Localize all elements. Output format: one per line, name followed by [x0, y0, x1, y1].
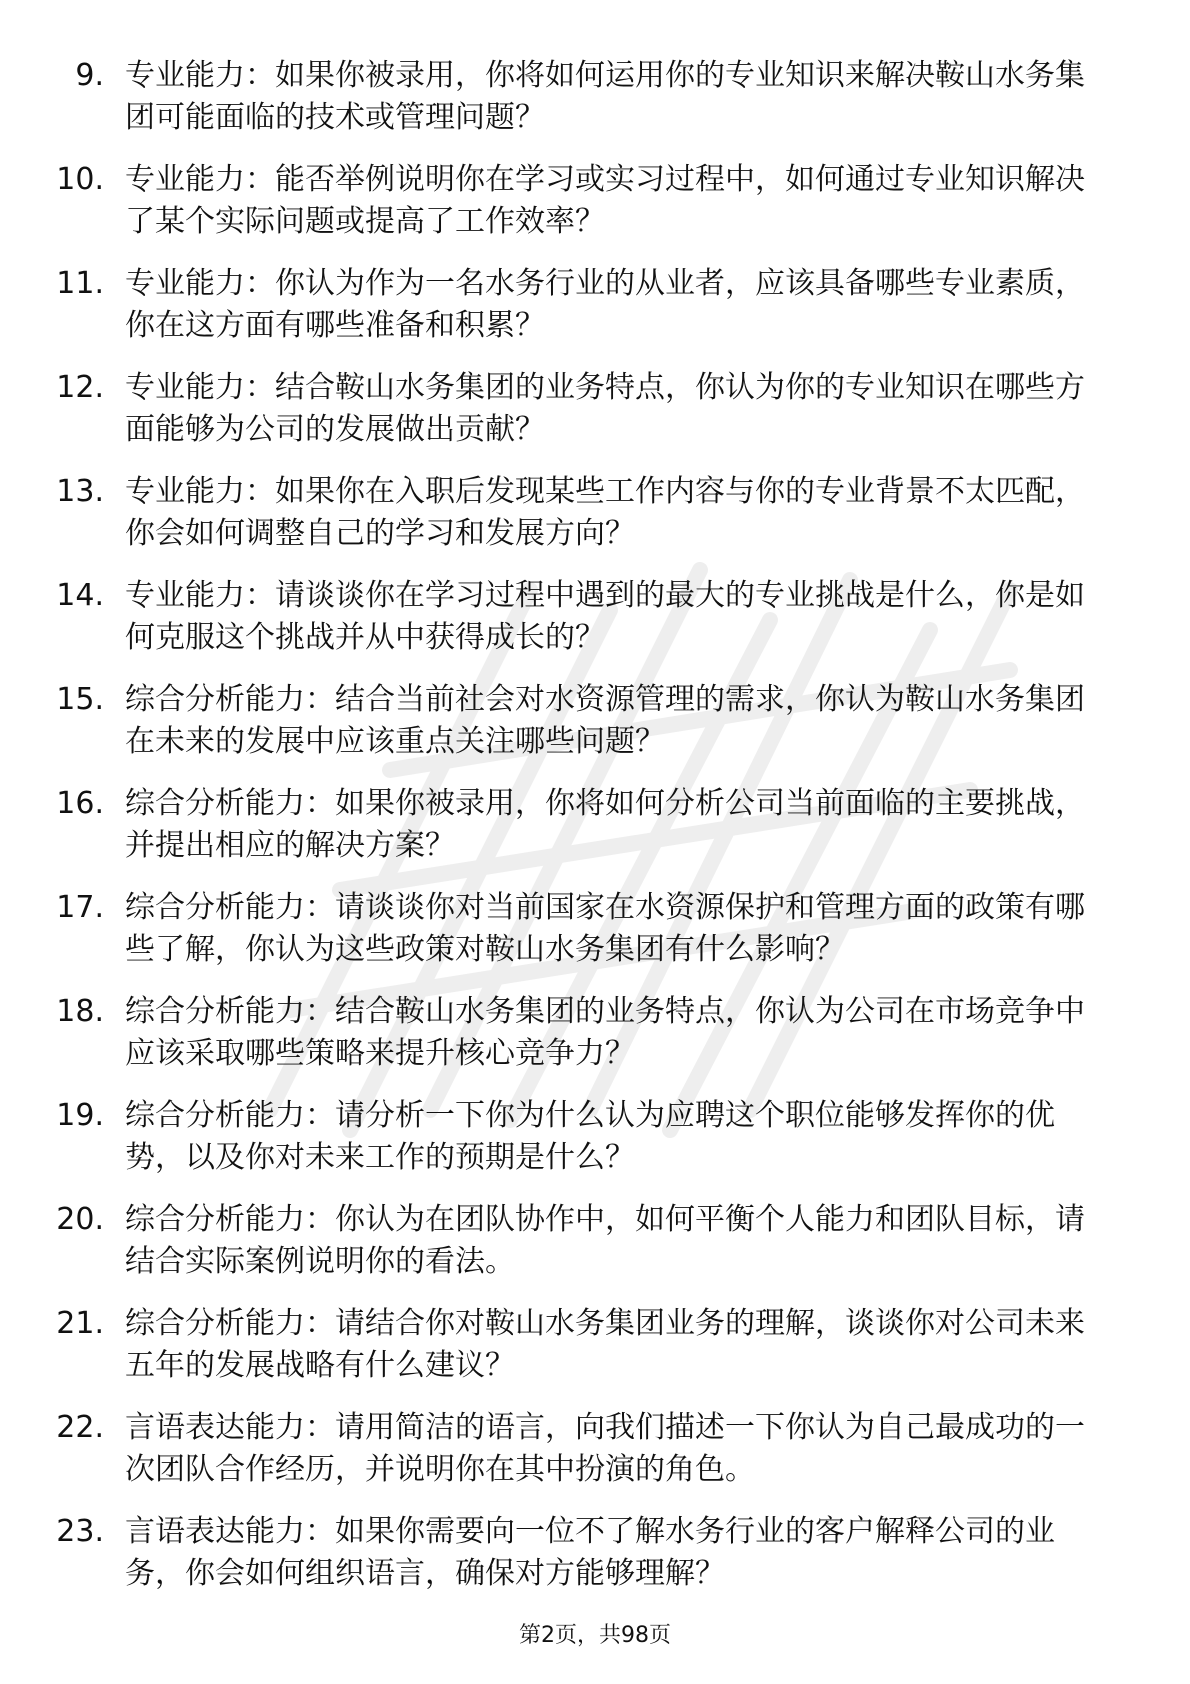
- question-text: 专业能力：你认为作为一名水务行业的从业者，应该具备哪些专业素质，你在这方面有哪些准备和积累？: [125, 266, 1085, 343]
- list-item: [0, 679, 1190, 783]
- question-text: 专业能力：能否举例说明你在学习或实习过程中，如何通过专业知识解决了某个实际问题或提高了工作效率？: [125, 162, 1085, 239]
- question-text: 专业能力：如果你在入职后发现某些工作内容与你的专业背景不太匹配，你会如何调整自己的学习和发展方向？: [125, 474, 1085, 551]
- list-item: [0, 1199, 1190, 1303]
- question-text: 综合分析能力：结合鞍山水务集团的业务特点，你认为公司在市场竞争中应该采取哪些策略来提升核心竞争力？: [125, 994, 1085, 1071]
- question-number: 13.: [56, 474, 104, 509]
- question-text: 综合分析能力：如果你被录用，你将如何分析公司当前面临的主要挑战，并提出相应的解决方案？: [125, 786, 1085, 863]
- question-text: 言语表达能力：如果你需要向一位不了解水务行业的客户解释公司的业务，你会如何组织语言，确保对方能够理解？: [125, 1514, 1055, 1591]
- question-number: 20.: [56, 1202, 104, 1237]
- list-item: [0, 367, 1190, 471]
- question-text: 综合分析能力：请谈谈你对当前国家在水资源保护和管理方面的政策有哪些了解，你认为这些政策对鞍山水务集团有什么影响？: [125, 890, 1085, 967]
- list-item: [0, 1095, 1190, 1199]
- question-text: 综合分析能力：请结合你对鞍山水务集团业务的理解，谈谈你对公司未来五年的发展战略有什么建议？: [125, 1306, 1085, 1383]
- question-number: 9.: [75, 58, 104, 93]
- list-item: [0, 887, 1190, 991]
- question-number: 18.: [56, 994, 104, 1029]
- list-item: [0, 1511, 1190, 1615]
- question-number: 22.: [56, 1410, 104, 1445]
- question-text: 综合分析能力：结合当前社会对水资源管理的需求，你认为鞍山水务集团在未来的发展中应该重点关注哪些问题？: [125, 682, 1085, 759]
- list-item: [0, 1407, 1190, 1511]
- question-number: 15.: [56, 682, 104, 717]
- question-number: 12.: [56, 370, 104, 405]
- question-text: 综合分析能力：请分析一下你为什么认为应聘这个职位能够发挥你的优势，以及你对未来工作的预期是什么？: [125, 1098, 1055, 1175]
- list-item: [0, 991, 1190, 1095]
- page-footer: [0, 1621, 1190, 1651]
- question-number: 21.: [56, 1306, 104, 1341]
- question-number: 23.: [56, 1514, 104, 1549]
- list-item: [0, 1303, 1190, 1407]
- list-item: [0, 471, 1190, 575]
- question-text: 专业能力：请谈谈你在学习过程中遇到的最大的专业挑战是什么，你是如何克服这个挑战并从中获得成长的？: [125, 578, 1085, 655]
- question-number: 17.: [56, 890, 104, 925]
- question-text: 专业能力：如果你被录用，你将如何运用你的专业知识来解决鞍山水务集团可能面临的技术或管理问题？: [125, 58, 1085, 135]
- question-text: 综合分析能力：你认为在团队协作中，如何平衡个人能力和团队目标，请结合实际案例说明你的看法。: [125, 1202, 1085, 1279]
- question-list: [0, 55, 1190, 1615]
- list-item: [0, 263, 1190, 367]
- list-item: [0, 55, 1190, 159]
- list-item: [0, 159, 1190, 263]
- question-number: 10.: [56, 162, 104, 197]
- question-text: 言语表达能力：请用简洁的语言，向我们描述一下你认为自己最成功的一次团队合作经历，并说明你在其中扮演的角色。: [125, 1410, 1085, 1487]
- question-number: 11.: [56, 266, 104, 301]
- list-item: [0, 575, 1190, 679]
- page-number-label: 第2页，共98页: [519, 1623, 671, 1648]
- question-number: 14.: [56, 578, 104, 613]
- question-number: 16.: [56, 786, 104, 821]
- list-item: [0, 783, 1190, 887]
- question-text: 专业能力：结合鞍山水务集团的业务特点，你认为你的专业知识在哪些方面能够为公司的发展做出贡献？: [125, 370, 1085, 447]
- question-number: 19.: [56, 1098, 104, 1133]
